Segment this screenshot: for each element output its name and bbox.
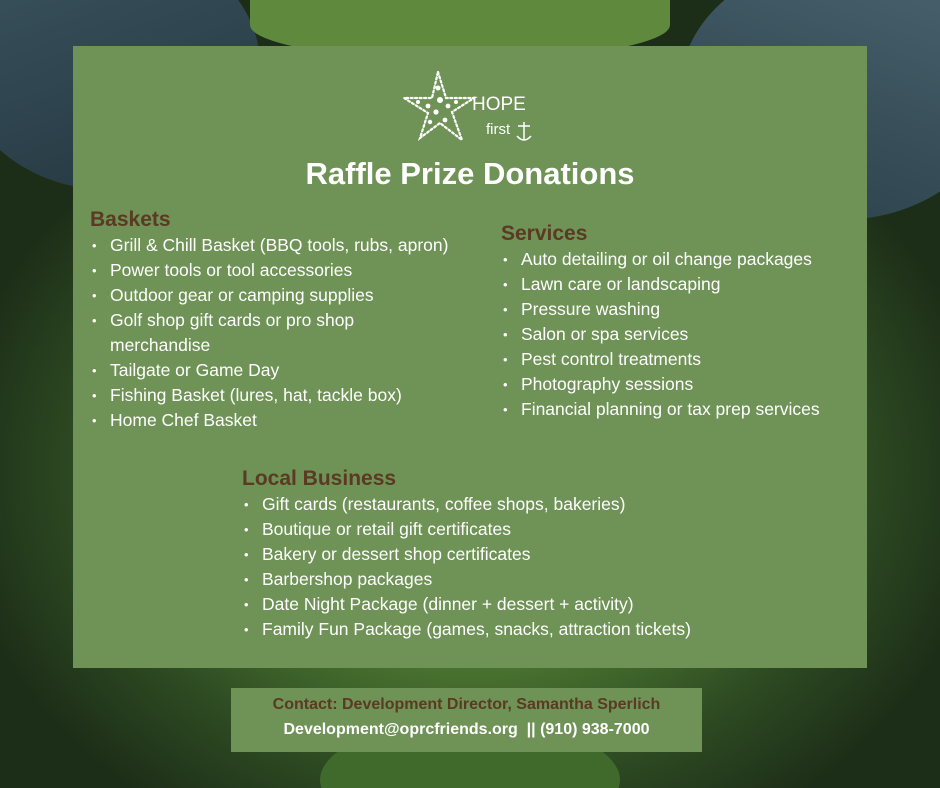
anchor-icon [517,122,531,140]
page-title: Raffle Prize Donations [305,156,635,191]
starfish-icon [400,68,540,150]
local-business-heading: Local Business [242,467,397,490]
contact-name: Contact: Development Director, Samantha Sperlich [272,696,661,713]
baskets-list [90,233,490,433]
list-item: • Pest control treatments [501,347,861,372]
baskets-section [90,207,490,433]
list-item: • Tailgate or Game Day [90,358,490,383]
list-item: • Lawn care or landscaping [501,272,861,297]
list-item: • Bakery or dessert shop certificates [242,542,762,567]
local-business-section [242,466,762,642]
services-heading: Services [501,222,588,245]
list-item: • Home Chef Basket [90,408,490,433]
list-item: • Family Fun Package (games, snacks, attraction tickets) [242,617,762,642]
list-item: • Barbershop packages [242,567,762,592]
hope-first-logo [400,68,540,150]
list-item: • Golf shop gift cards or pro shop merchandise [90,308,410,358]
list-item: • Pressure washing [501,297,861,322]
list-item: • Financial planning or tax prep services [501,397,861,422]
list-item: • Gift cards (restaurants, coffee shops, bakeries) [242,492,762,517]
local-business-list [242,492,762,642]
contact-email-phone[interactable]: Development@oprcfriends.org || (910) 938-7000 [283,721,650,738]
list-item: • Auto detailing or oil change packages [501,247,861,272]
list-item: • Boutique or retail gift certificates [242,517,762,542]
list-item: • Grill & Chill Basket (BBQ tools, rubs, apron) [90,233,490,258]
list-item: • Salon or spa services [501,322,861,347]
contact-box [231,688,702,752]
list-item: • Photography sessions [501,372,861,397]
list-item: • Date Night Package (dinner + dessert + activity) [242,592,762,617]
list-item: • Power tools or tool accessories [90,258,490,283]
services-section [501,221,861,422]
services-list [501,247,861,422]
logo-first-text: first [486,121,511,138]
logo-hope-text: HOPE [472,94,526,115]
list-item: • Fishing Basket (lures, hat, tackle box) [90,383,490,408]
baskets-heading: Baskets [90,208,171,231]
list-item: • Outdoor gear or camping supplies [90,283,490,308]
